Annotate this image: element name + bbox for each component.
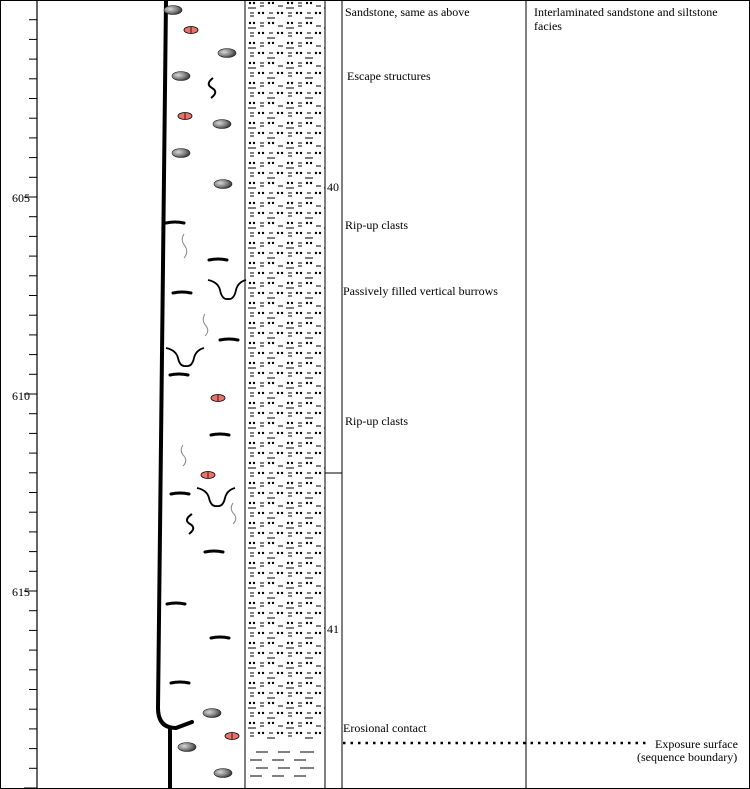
depth-label: 615 [12, 585, 30, 599]
siltstone-fill [250, 752, 314, 776]
oval-clast-icon [164, 6, 236, 778]
wispy-burrow-icon [181, 234, 236, 524]
log-frame [1, 1, 750, 789]
exposure-surface-label: Exposure surface [655, 737, 738, 751]
annotation-sandstone: Sandstone, same as above [345, 5, 470, 19]
red-clast-icon [178, 27, 239, 740]
sequence-boundary-label: (sequence boundary) [637, 750, 738, 764]
bed-number: 40 [327, 180, 339, 194]
depth-label: 610 [12, 389, 30, 403]
annotation-rip-up-clasts: Rip-up clasts [345, 414, 408, 428]
facies-label: Interlaminated sandstone and siltstone facies [534, 5, 718, 33]
bed-number: 41 [327, 622, 339, 636]
annotation-rip-up-clasts: Rip-up clasts [345, 218, 408, 232]
escape-structure-icon [187, 78, 215, 534]
annotation-vertical-burrows: Passively filled vertical burrows [343, 284, 498, 298]
sandstone-fill [245, 0, 325, 740]
depth-label: 605 [12, 191, 30, 205]
annotation-erosional-contact: Erosional contact [343, 721, 427, 735]
annotation-escape-structures: Escape structures [347, 69, 431, 83]
rip-up-clast-icon [166, 222, 238, 683]
